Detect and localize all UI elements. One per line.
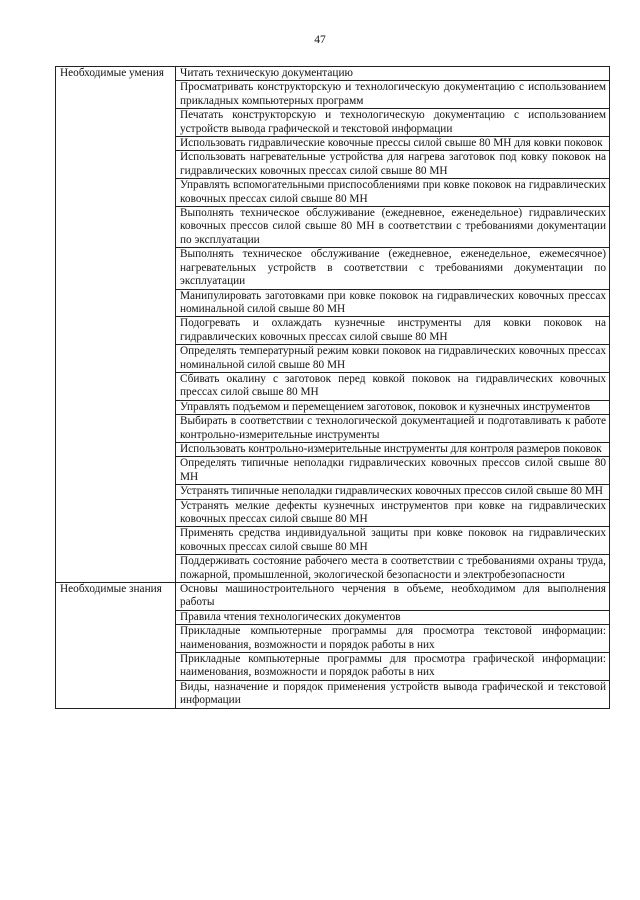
requirement-item: Определять температурный режим ковки поковок на гидравлических ковочных прессах номинальной силой свыше 80 МН [176,345,610,373]
requirement-item: Основы машиностроительного черчения в объеме, необходимом для выполнения работы [176,583,610,611]
requirement-item: Прикладные компьютерные программы для просмотра графической информации: наименования, возможности и порядок работы в них [176,653,610,681]
requirement-item: Правила чтения технологических документов [176,610,610,624]
table-row [56,67,610,81]
requirement-item: Подогревать и охлаждать кузнечные инструменты для ковки поковок на гидравлических ковочных прессах силой свыше 80 МН [176,317,610,345]
requirement-item: Управлять вспомогательными приспособлениями при ковке поковок на гидравлических ковочных прессах силой свыше 80 МН [176,179,610,207]
requirements-table-body [56,67,610,709]
requirement-item: Выполнять техническое обслуживание (ежедневное, еженедельное) гидравлических ковочных прессов силой свыше 80 МН в соответствии с требованиями документации по эксплуатации [176,207,610,248]
requirement-item: Использовать гидравлические ковочные прессы силой свыше 80 МН для ковки поковок [176,137,610,151]
requirement-item: Выбирать в соответствии с технологической документацией и подготавливать к работе контрольно-измерительные инструменты [176,415,610,443]
requirement-item: Читать техническую документацию [176,67,610,81]
requirement-item: Манипулировать заготовками при ковке поковок на гидравлических ковочных прессах номинальной силой свыше 80 МН [176,289,610,317]
requirement-item: Применять средства индивидуальной защиты при ковке поковок на гидравлических ковочных прессах силой свыше 80 МН [176,527,610,555]
requirement-item: Устранять типичные неполадки гидравлических ковочных прессов силой свыше 80 МН [176,485,610,499]
page-number: 47 [314,34,326,46]
requirements-table [55,66,610,709]
requirement-item: Прикладные компьютерные программы для просмотра текстовой информации: наименования, возможности и порядок работы в них [176,625,610,653]
section-label: Необходимые умения [56,67,176,583]
requirement-item: Устранять мелкие дефекты кузнечных инструментов при ковке на гидравлических ковочных прессах силой свыше 80 МН [176,499,610,527]
requirement-item: Виды, назначение и порядок применения устройств вывода графической и текстовой информации [176,680,610,708]
requirement-item: Поддерживать состояние рабочего места в соответствии с требованиями охраны труда, пожарной, промышленной, экологической безопасности и электробезопасности [176,555,610,583]
section-label: Необходимые знания [56,583,176,709]
requirement-item: Сбивать окалину с заготовок перед ковкой поковок на гидравлических ковочных прессах силой свыше 80 МН [176,372,610,400]
requirement-item: Просматривать конструкторскую и технологическую документацию с использованием прикладных компьютерных программ [176,81,610,109]
requirement-item: Печатать конструкторскую и технологическую документацию с использованием устройств вывода графической и текстовой информации [176,109,610,137]
requirement-item: Использовать контрольно-измерительные инструменты для контроля размеров поковок [176,442,610,456]
requirement-item: Управлять подъемом и перемещением заготовок, поковок и кузнечных инструментов [176,400,610,414]
requirement-item: Определять типичные неполадки гидравлических ковочных прессов силой свыше 80 МН [176,457,610,485]
requirement-item: Использовать нагревательные устройства для нагрева заготовок под ковку поковок на гидравлических ковочных прессах силой свыше 80 МН [176,151,610,179]
table-row [56,583,610,611]
requirement-item: Выполнять техническое обслуживание (ежедневное, еженедельное, ежемесячное) нагревательных устройств в соответствии с требованиями документации по эксплуатации [176,248,610,289]
